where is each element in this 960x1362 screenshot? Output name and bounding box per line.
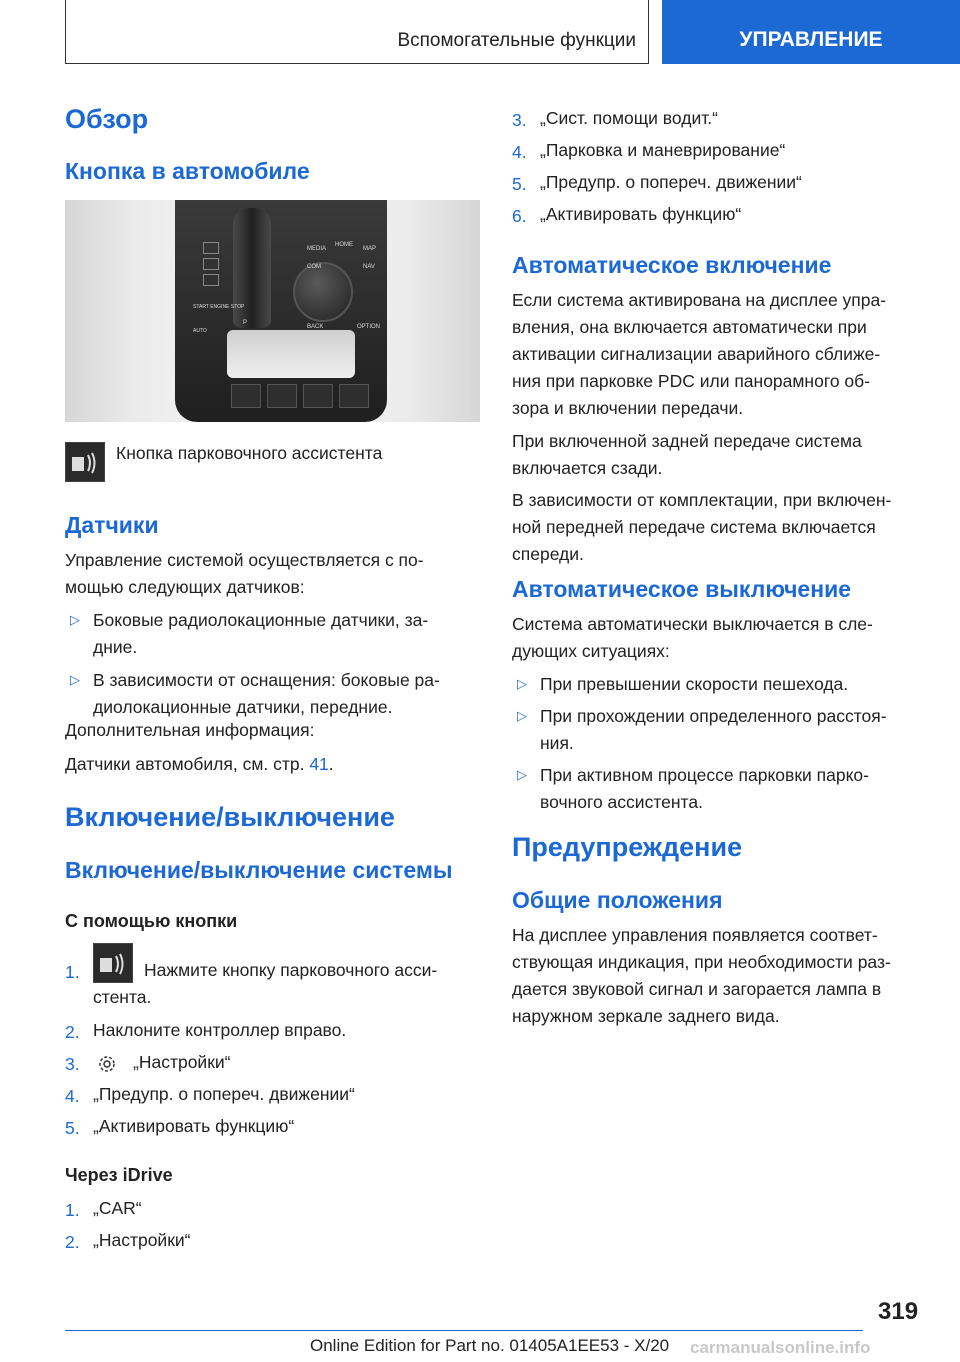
label-option: OPTION [357, 324, 381, 330]
auto-off-bullet3-line2: вочного ассистента. [540, 792, 703, 812]
heading-via-idrive: Через iDrive [65, 1165, 173, 1185]
center-console [175, 200, 387, 422]
label-auto: AUTO [193, 328, 207, 334]
sensors-reference-end: . [328, 754, 334, 774]
label-nav: NAV [363, 264, 375, 270]
page-number: 319 [878, 1298, 919, 1325]
auto-on-p1-line3: активации сигнализации аварийного сближе- [512, 344, 881, 364]
label-back: BACK [307, 324, 324, 330]
step4-text: „Предупр. о попереч. движении“ [93, 1084, 355, 1104]
step-number: 6. [512, 206, 527, 226]
step-number: 4. [512, 142, 527, 162]
console-labels [175, 200, 387, 422]
more-info-label: Дополнительная информация: [65, 720, 315, 740]
heading-auto-on: Автоматическое включение [512, 252, 832, 278]
step-number: 1. [65, 962, 80, 982]
general-p-line4: наружном зеркале заднего вида. [512, 1006, 780, 1026]
sensors-reference-link[interactable]: 41 [309, 754, 329, 774]
bullet-triangle-icon: ▷ [70, 612, 80, 627]
sensors-bullet2-line1: В зависимости от оснащения: боковые ра- [93, 670, 440, 690]
heading-general: Общие положения [512, 887, 723, 913]
auto-off-bullet1: При превышении скорости пешехода. [540, 674, 849, 694]
auto-off-bullet2-line1: При прохождении определенного расстоя- [540, 706, 887, 726]
auto-off-intro-line2: дующих ситуациях: [512, 641, 670, 661]
park-assist-button-icon [93, 943, 133, 983]
step-number: 2. [65, 1022, 80, 1042]
step2-text: Наклоните контроллер вправо. [93, 1020, 347, 1040]
heading-button-in-car: Кнопка в автомобиле [65, 158, 310, 184]
footer-edition: Online Edition for Part no. 01405A1EE53 - X/20 [310, 1336, 670, 1355]
bullet-triangle-icon: ▷ [517, 767, 527, 782]
label-media: MEDIA [307, 246, 327, 252]
console-photo [65, 200, 480, 422]
sensors-reference [65, 751, 334, 778]
step-number: 2. [65, 1232, 80, 1252]
bullet-triangle-icon: ▷ [517, 676, 527, 691]
auto-on-p3-line1: В зависимости от комплектации, при включен- [512, 490, 892, 510]
auto-on-p1-line1: Если система активирована на дисплее упра- [512, 290, 887, 310]
general-p-line3: дается звуковой сигнал и загорается лампа в [512, 979, 882, 999]
bullet-triangle-icon: ▷ [70, 672, 80, 687]
idrive-step2-text: „Настройки“ [93, 1230, 191, 1250]
label-home: HOME [335, 242, 353, 248]
step-number: 1. [65, 1200, 80, 1220]
right-step4-text: „Парковка и маневрирование“ [540, 140, 786, 160]
header-section-title: Вспомогательные функции [397, 30, 636, 51]
park-assist-button-icon [65, 442, 105, 482]
auto-on-p1-line5: зора и включении передачи. [512, 398, 744, 418]
watermark: carmanualsonline.info [690, 1338, 871, 1357]
heading-auto-off: Автоматическое выключение [512, 576, 852, 602]
right-step3-text: „Сист. помощи водит.“ [540, 108, 718, 128]
heading-via-button: С помощью кнопки [65, 911, 238, 931]
step5-text: „Активировать функцию“ [93, 1116, 295, 1136]
auto-on-p2-line1: При включенной задней передаче система [512, 431, 862, 451]
step-number: 3. [65, 1054, 80, 1074]
auto-off-bullet3-line1: При активном процессе парковки парко- [540, 765, 869, 785]
auto-off-intro-line1: Система автоматически выключается в сле- [512, 614, 873, 634]
right-step6-text: „Активировать функцию“ [540, 204, 742, 224]
step-number: 3. [512, 110, 527, 130]
heading-warning: Предупреждение [512, 832, 743, 862]
sensors-intro-line1: Управление системой осуществляется с по- [65, 550, 424, 570]
auto-on-p3-line3: спереди. [512, 544, 584, 564]
sensors-bullet1-line1: Боковые радиолокационные датчики, за- [93, 610, 429, 630]
step-number: 5. [512, 174, 527, 194]
step-number: 4. [65, 1086, 80, 1106]
label-com: COM [307, 264, 321, 270]
heading-sensors: Датчики [65, 512, 159, 538]
footer-divider [65, 1330, 863, 1331]
gear-icon [96, 1053, 118, 1075]
sensors-bullet1-line2: дние. [93, 637, 138, 657]
auto-on-p1-line4: ния при парковке PDC или панорамного об- [512, 371, 871, 391]
heading-overview: Обзор [65, 104, 149, 134]
heading-on-off: Включение/выключение [65, 802, 395, 832]
sensors-reference-text: Датчики автомобиля, см. стр. [65, 754, 305, 774]
auto-on-p2-line2: включается сзади. [512, 458, 663, 478]
idrive-step1-text: „CAR“ [93, 1198, 142, 1218]
sensors-intro-line2: мощью следующих датчиков: [65, 577, 305, 597]
auto-off-bullet2-line2: ния. [540, 733, 574, 753]
right-step5-text: „Предупр. о попереч. движении“ [540, 172, 802, 192]
auto-on-p1-line2: вления, она включается автоматически при [512, 317, 867, 337]
label-start-stop: START ENGINE STOP [193, 304, 245, 310]
label-p: P [243, 320, 248, 326]
general-p-line2: ствующая индикация, при необходимости раз- [512, 952, 891, 972]
bullet-triangle-icon: ▷ [517, 708, 527, 723]
auto-on-p3-line2: ной передней передаче система включается [512, 517, 876, 537]
sensors-bullet2-line2: диолокационные датчики, передние. [93, 697, 393, 717]
step-number: 5. [65, 1118, 80, 1138]
header-chapter-tab[interactable]: УПРАВЛЕНИЕ [662, 0, 960, 64]
heading-on-off-system: Включение/выключение системы [65, 857, 453, 883]
step1-line2: стента. [93, 987, 152, 1007]
park-assist-caption: Кнопка парковочного ассистента [116, 443, 383, 463]
step1-line1: Нажмите кнопку парковочного асси- [144, 960, 438, 980]
step3-text: „Настройки“ [133, 1052, 231, 1072]
label-map: MAP [363, 246, 377, 252]
general-p-line1: На дисплее управления появляется соответ- [512, 925, 878, 945]
header-section-box [65, 0, 649, 64]
